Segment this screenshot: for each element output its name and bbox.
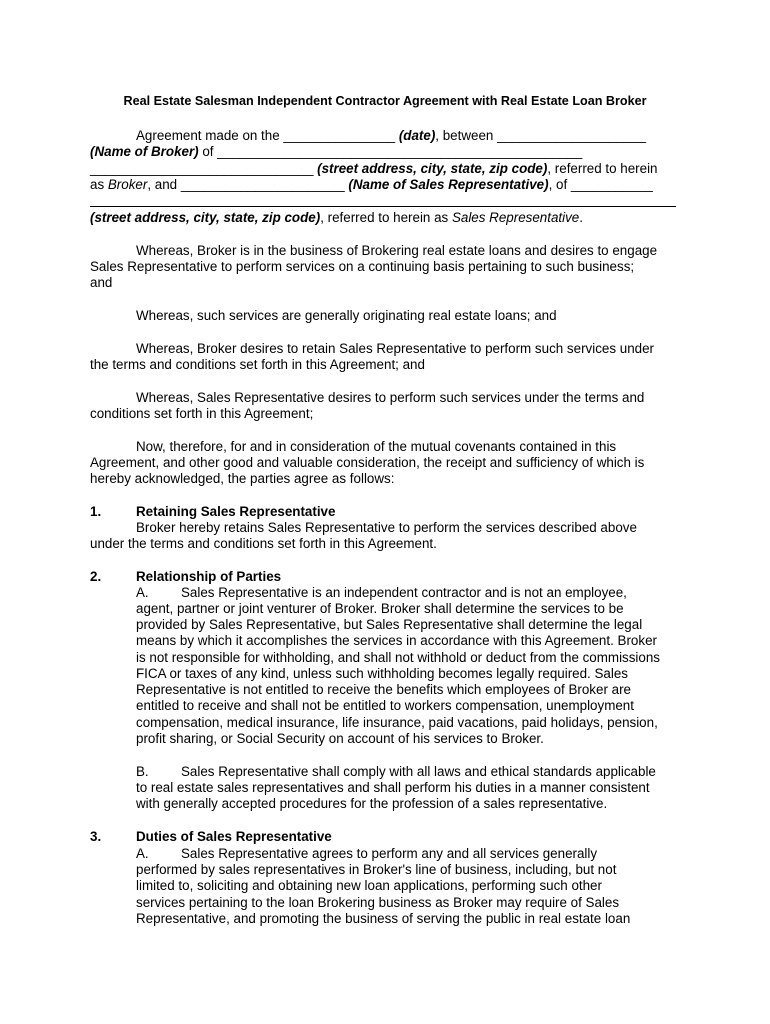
section-3a-line-1: Sales Representative agrees to perform any and all services generally xyxy=(181,846,598,861)
section-2b-line-3: with generally accepted procedures for the profession of a sales representative. xyxy=(136,796,608,811)
section-3a-line-3: limited to, soliciting and obtaining new loan applications, performing such other xyxy=(136,878,602,893)
intro-line-1: Agreement made on the _______________ (date), between ____________________ xyxy=(136,128,647,143)
now-therefore-line-1: Now, therefore, for and in consideration of the mutual covenants contained in this xyxy=(136,439,617,454)
section-3a-line-4: services pertaining to the loan Brokering business as Broker may require of Sales xyxy=(136,895,620,910)
section-2a-line-10: profit sharing, or Social Security on account of his services to Broker. xyxy=(136,731,544,746)
intro-line-4: as Broker, and ______________________ (Name of Sales Representative), of ___________ xyxy=(90,177,653,192)
section-3a-line-2: performed by sales representatives in Broker's line of business, including, but not xyxy=(136,862,617,877)
section-1-line-2: under the terms and conditions set forth in this Agreement. xyxy=(90,536,437,551)
section-1-number: 1. xyxy=(90,504,102,519)
section-3-heading: Duties of Sales Representative xyxy=(136,829,332,844)
whereas-4-line-2: conditions set forth in this Agreement; xyxy=(90,406,314,421)
section-2a-label: A. xyxy=(136,585,149,600)
whereas-3-line-1: Whereas, Broker desires to retain Sales Representative to perform such services under xyxy=(136,341,655,356)
section-3a-line-5: Representative, and promoting the business of serving the public in real estate loan xyxy=(136,911,631,926)
section-2a-line-6: FICA or taxes of any kind, unless such withholding becomes legally required. Sales xyxy=(136,666,628,681)
section-2-number: 2. xyxy=(90,569,102,584)
section-2-heading: Relationship of Parties xyxy=(136,569,282,584)
section-2a-line-9: compensation, medical insurance, life insurance, paid vacations, paid holidays, pension, xyxy=(136,715,658,730)
section-2a-line-3: provided by Sales Representative, but Sales Representative shall determine the legal xyxy=(136,617,643,632)
section-2b-line-2: to real estate sales representatives and shall perform his duties in a manner consistent xyxy=(136,780,650,795)
document-title: Real Estate Salesman Independent Contractor Agreement with Real Estate Loan Broker xyxy=(123,94,647,108)
section-2a-line-1: Sales Representative is an independent contractor and is not an employee, xyxy=(181,585,627,600)
intro-line-6: (street address, city, state, zip code), referred to herein as Sales Representative. xyxy=(90,210,583,225)
intro-line-3: ______________________________ (street address, city, state, zip code), referred to herein xyxy=(90,161,658,176)
section-3-number: 3. xyxy=(90,829,102,844)
whereas-4-line-1: Whereas, Sales Representative desires to perform such services under the terms and xyxy=(136,390,645,405)
section-2a-line-5: is not responsible for withholding, and shall not withhold or deduct from the commissions xyxy=(136,650,660,665)
whereas-1-line-3: and xyxy=(90,275,113,290)
section-2a-line-4: means by which it accomplishes the services in accordance with this Agreement. Broker xyxy=(136,633,657,648)
section-2b-label: B. xyxy=(136,764,149,779)
now-therefore-line-2: Agreement, and other good and valuable consideration, the receipt and sufficiency of which is xyxy=(90,455,645,470)
section-2b-line-1: Sales Representative shall comply with all laws and ethical standards applicable xyxy=(181,764,656,779)
blank-line-rule xyxy=(90,206,676,207)
section-2a-line-8: entitled to receive and shall not be entitled to workers compensation, unemployment xyxy=(136,698,634,713)
whereas-1-line-2: Sales Representative to perform services on a continuing basis pertaining to such business; xyxy=(90,259,635,274)
section-1-heading: Retaining Sales Representative xyxy=(136,504,336,519)
section-2a-line-7: Representative is not entitled to receive the benefits which employees of Broker are xyxy=(136,682,631,697)
section-1-line-1: Broker hereby retains Sales Representative to perform the services described above xyxy=(136,520,637,535)
now-therefore-line-3: hereby acknowledged, the parties agree as follows: xyxy=(90,471,395,486)
whereas-3-line-2: the terms and conditions set forth in this Agreement; and xyxy=(90,357,425,372)
section-2a-line-2: agent, partner or joint venturer of Broker. Broker shall determine the services to be xyxy=(136,601,624,616)
intro-line-2: (Name of Broker) of _________________________________________________ xyxy=(90,144,583,159)
section-3a-label: A. xyxy=(136,846,149,861)
whereas-1-line-1: Whereas, Broker is in the business of Brokering real estate loans and desires to engage xyxy=(136,243,658,258)
whereas-2-line-1: Whereas, such services are generally originating real estate loans; and xyxy=(136,308,557,323)
